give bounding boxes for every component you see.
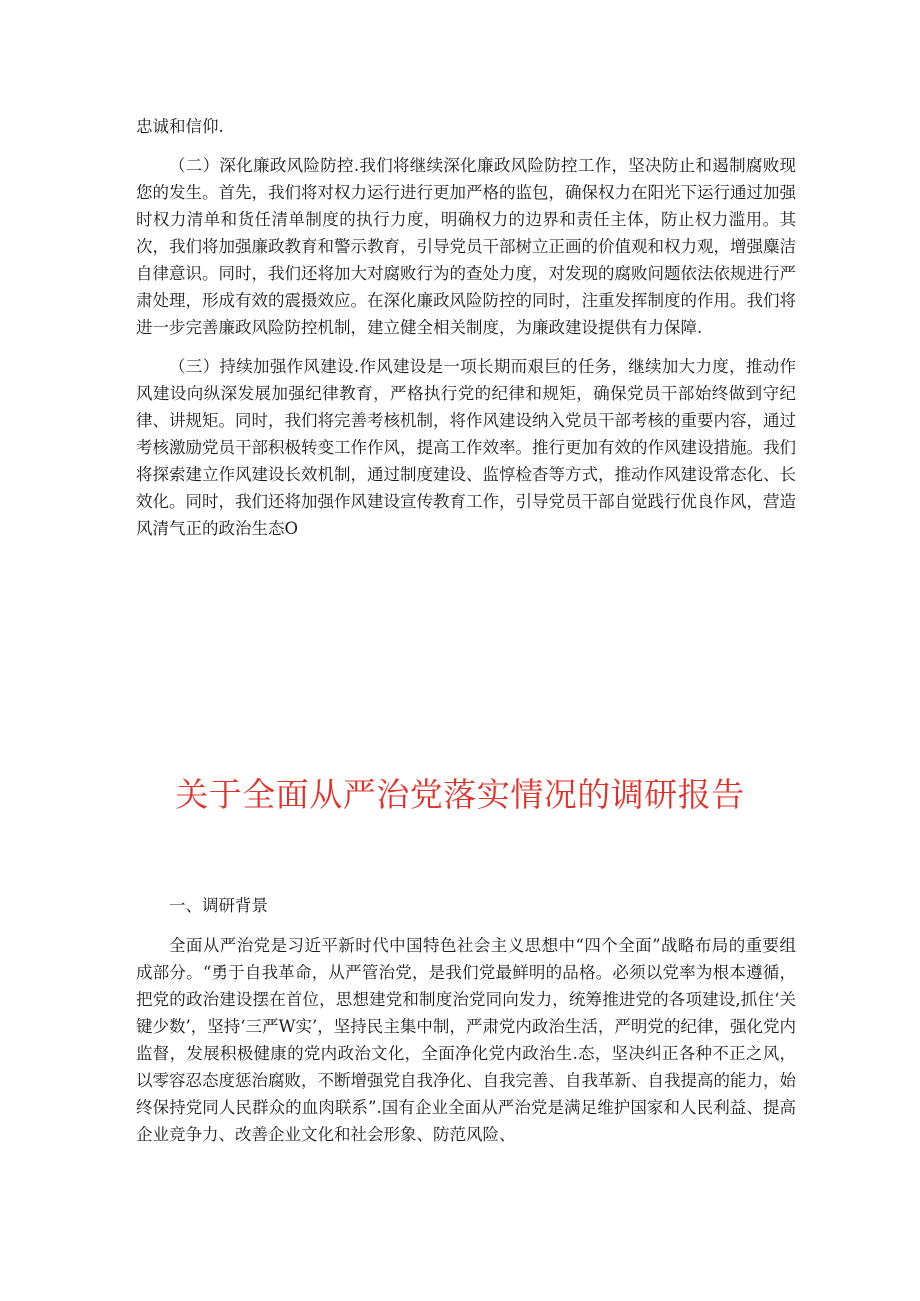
paragraph-background: 全面从严治党是习近平新时代中国特色社会主义思想中“四个全面”战略布局的重要组成部分。“勇于自我革命，从严管治党，是我们党最鲜明的品格。必须以党率为根本遵循，把党的政治建设摆在首位，思想建党和制度治党同向发力，统筹推进党的各项建设,抓住‘关键少数’，坚持‘三严W实’，坚持民主集中制，严肃党内政治生活，严明党的纪律，强化党内监督，发展积极健康的党内政治文化，全面净化党内政治生.态，坚决纠正各种不正之风，以零容忍态度惩治腐败，不断增强党自我净化、自我完善、自我革新、自我提高的能力，始终保持党同人民群众的血肉联系”.国有企业全面从严治党是满足维护国家和人民利益、提高企业竞争力、改善企业文化和社会形象、防范风险、: [136, 936, 796, 1144]
previous-section-text: [136, 113, 796, 554]
section-heading: 一、调研背景: [169, 896, 268, 915]
paragraph-work-style: （三）持续加强作风建设.作风建设是一项长期而艰巨的任务，继续加大力度，推动作风建设向纵深发展加强纪律教育，严格执行党的纪律和规矩，确保党员干部始终做到守纪律、讲规矩。同时，我们将完善考核机制，将作风建设纳入党员干部考核的重要内容，通过考核激励党员干部积极转变工作作风，提高工作效率。推行更加有效的作风建设措施。我们将探索建立作风建设长效机制，通过制度建设、监惇检杳等方式，推动作风建设常态化、长效化。同时，我们还将加强作风建设宣传教育工作，引导党员干部自觉践行优良作风，营造风清气正的政治生态O: [136, 357, 796, 538]
continuation-line: 忠诚和信仰.: [136, 117, 224, 136]
report-body: [136, 932, 796, 1160]
paragraph-risk-control: （二）深化廉政风险防控.我们将继续深化廉政风险防控工作，坚决防止和遏制腐败现您的发生。首先，我们将对权力运行进行更加严格的监包，确保权力在阳光下运行通过加强时权力清单和货任清单制度的执行力度，明确权力的边界和责任主体，防止权力滥用。其次，我们将加强廉政教育和警示教育，引导党员干部树立正画的价值观和权力观，增强麋洁自律意识。同时，我们还将加大对腐败行为的查处力度，对发现的腐败问题依法依规进行严肃处理，形成有效的震摄效应。在深化廉政风险防控的同时，注重发挥制度的作用。我们将进一步完善廉政风险防控机制，建立健全相关制度，为廉政建设提供有力保障.: [136, 156, 796, 337]
report-title: 关于全面从严治党落实情况的调研报告: [175, 775, 745, 814]
